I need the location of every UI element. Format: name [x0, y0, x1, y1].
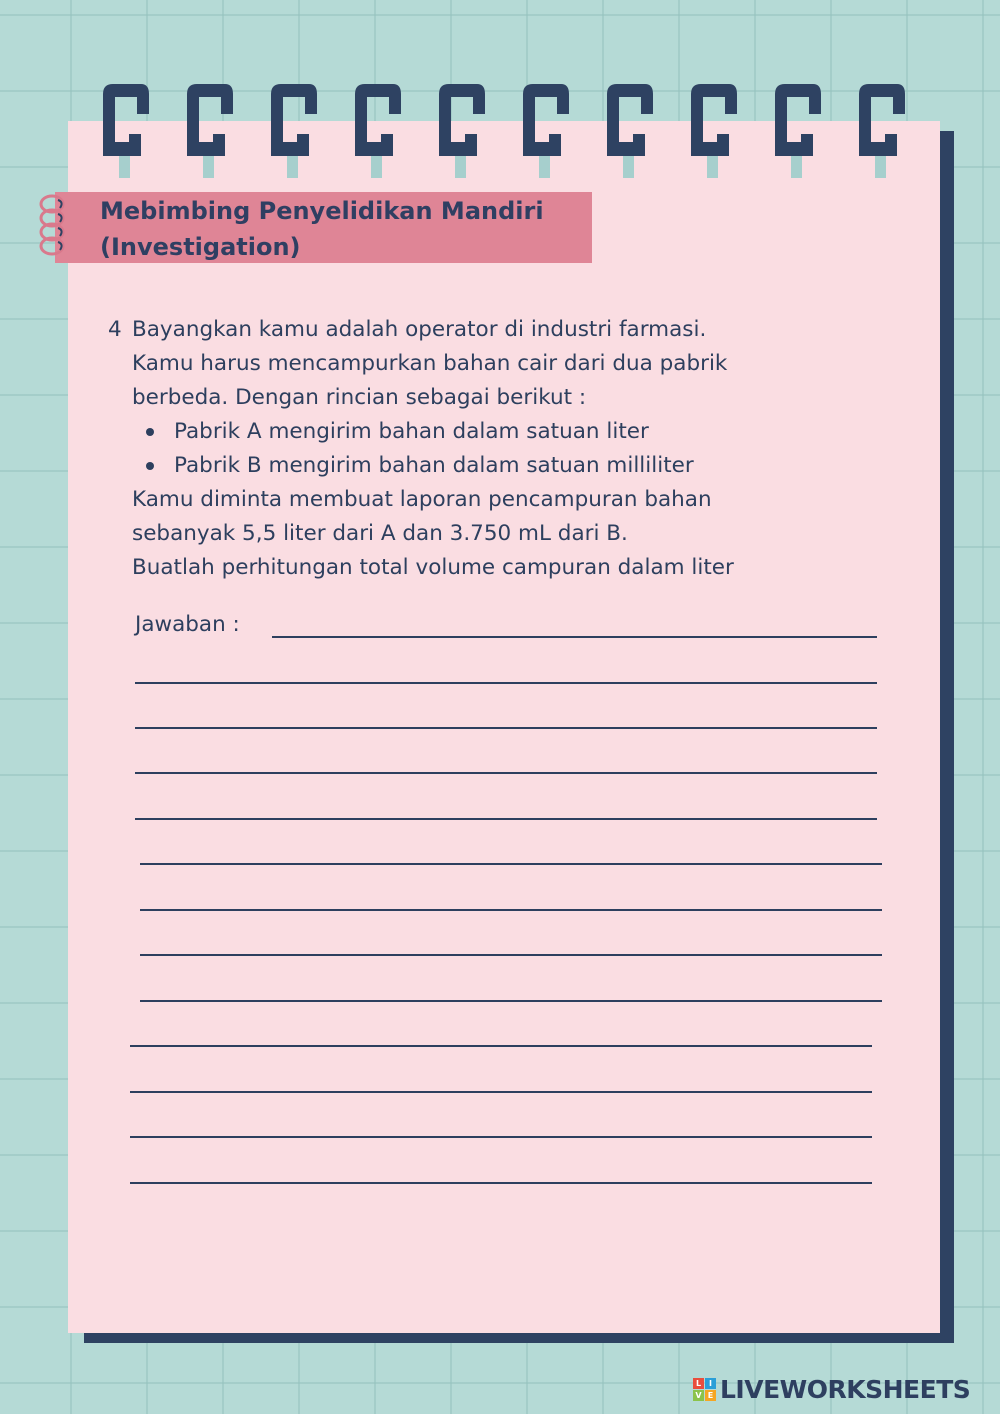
- answer-line[interactable]: [130, 1182, 872, 1184]
- answer-line[interactable]: [135, 682, 877, 684]
- binding-ring-icon: [603, 80, 655, 180]
- section-title-line: Mebimbing Penyelidikan Mandiri: [100, 197, 544, 225]
- spiral-icon: [38, 192, 70, 264]
- binding-ring-icon: [99, 80, 151, 180]
- answer-line[interactable]: [135, 818, 877, 820]
- answer-line[interactable]: [140, 954, 882, 956]
- answer-line[interactable]: [140, 863, 882, 865]
- question-line: Kamu diminta membuat laporan pencampuran bahan: [132, 487, 712, 512]
- answer-line[interactable]: [130, 1091, 872, 1093]
- answer-line[interactable]: [135, 727, 877, 729]
- binding-ring-icon: [435, 80, 487, 180]
- binding-ring-icon: [519, 80, 571, 180]
- list-item: Pabrik A mengirim bahan dalam satuan liter: [174, 415, 892, 449]
- brand-name: LIVEWORKSHEETS: [720, 1374, 971, 1404]
- section-title: [100, 193, 580, 265]
- binding-ring-icon: [855, 80, 907, 180]
- answer-line[interactable]: [140, 1000, 882, 1002]
- binding-ring-icon: [687, 80, 739, 180]
- list-item: Pabrik B mengirim bahan dalam satuan milliliter: [174, 449, 892, 483]
- question-text: [132, 313, 892, 585]
- binding-ring-icon: [351, 80, 403, 180]
- question-line: Bayangkan kamu adalah operator di industri farmasi.: [132, 317, 707, 342]
- logo-letter: L: [693, 1378, 704, 1389]
- liveworksheets-logo[interactable]: [693, 1374, 970, 1404]
- answer-line[interactable]: [140, 909, 882, 911]
- answer-line[interactable]: [272, 636, 877, 638]
- binding-rings: [99, 80, 909, 180]
- logo-letter: I: [705, 1378, 716, 1389]
- binding-ring-icon: [267, 80, 319, 180]
- binding-ring-icon: [183, 80, 235, 180]
- logo-letter: E: [705, 1390, 716, 1401]
- binding-ring-icon: [771, 80, 823, 180]
- logo-letter: V: [693, 1390, 704, 1401]
- detail-list: [132, 415, 892, 483]
- answer-line[interactable]: [130, 1136, 872, 1138]
- question-line: Buatlah perhitungan total volume campuran dalam liter: [132, 555, 734, 580]
- question-line: Kamu harus mencampurkan bahan cair dari dua pabrik: [132, 351, 728, 376]
- answer-label: Jawaban :: [135, 612, 240, 637]
- answer-line[interactable]: [135, 772, 877, 774]
- question-line: sebanyak 5,5 liter dari A dan 3.750 mL dari B.: [132, 521, 628, 546]
- liveworksheets-icon: [693, 1378, 716, 1401]
- question-line: berbeda. Dengan rincian sebagai berikut :: [132, 385, 587, 410]
- answer-line[interactable]: [130, 1045, 872, 1047]
- section-title-line: (Investigation): [100, 233, 301, 261]
- question-number: 4: [108, 317, 122, 342]
